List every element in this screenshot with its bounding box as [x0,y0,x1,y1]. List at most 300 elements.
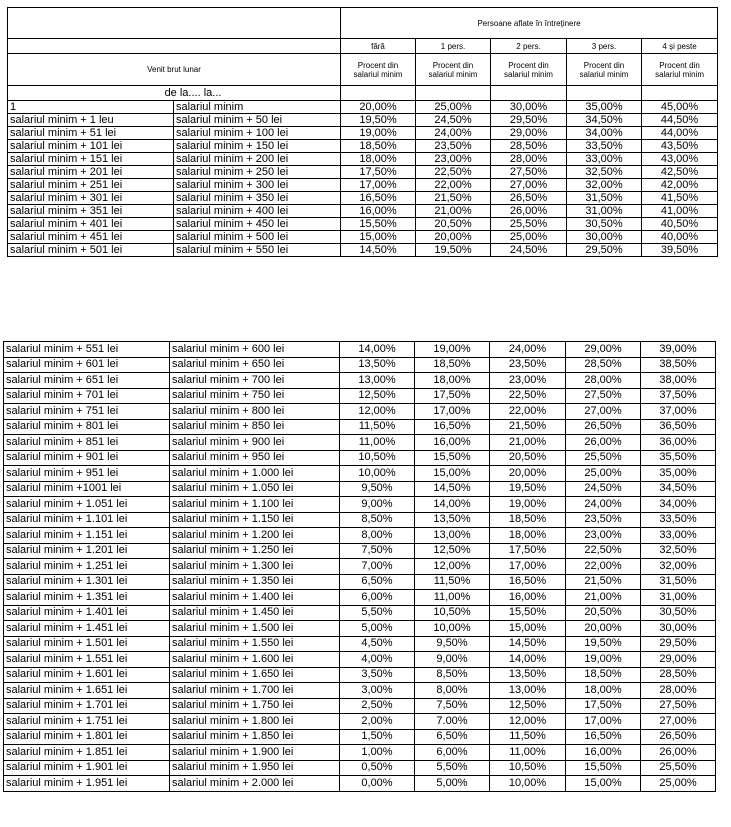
percent-cell: 3,50% [340,667,415,683]
percent-cell: 36,50% [641,419,716,435]
income-from: 1 [8,101,174,114]
percent-cell: 28,50% [641,667,716,683]
income-from: salariul minim + 551 lei [4,342,170,358]
percent-cell: 14,00% [490,652,566,668]
percent-cell: 21,50% [416,192,491,205]
percent-cell: 24,50% [491,244,567,257]
percent-cell: 0,00% [340,776,415,792]
header-blank [416,86,491,101]
percent-cell: 45,00% [642,101,718,114]
income-from: salariul minim +1001 lei [4,481,170,497]
percent-cell: 30,00% [567,231,642,244]
income-from: salariul minim + 1.651 lei [4,683,170,699]
percent-cell: 36,00% [641,435,716,451]
percent-cell: 8,50% [415,667,490,683]
percent-cell: 21,00% [490,435,566,451]
percent-cell: 23,50% [490,357,566,373]
table-row [4,466,716,482]
percent-cell: 19,50% [416,244,491,257]
percent-cell: 15,00% [566,776,641,792]
dependents-group-header: Persoane aflate în întreținere [341,8,718,39]
percent-cell: 15,50% [415,450,490,466]
percent-cell: 19,50% [341,114,416,127]
table-row [4,543,716,559]
table-row [4,497,716,513]
income-from: salariul minim + 1.751 lei [4,714,170,730]
percent-cell: 25,00% [416,101,491,114]
percent-cell: 2,00% [340,714,415,730]
income-from: salariul minim + 1.101 lei [4,512,170,528]
income-from: salariul minim + 1.501 lei [4,636,170,652]
percent-cell: 21,50% [566,574,641,590]
percent-header: Procent din salariul minim [491,54,567,86]
percent-cell: 32,00% [567,179,642,192]
header-blank [567,86,642,101]
table-row [4,512,716,528]
percent-cell: 21,00% [416,205,491,218]
percent-cell: 19,00% [415,342,490,358]
percent-cell: 10,50% [415,605,490,621]
percent-cell: 13,50% [340,357,415,373]
percent-cell: 10,00% [415,621,490,637]
percent-cell: 19,50% [490,481,566,497]
percent-cell: 20,00% [341,101,416,114]
percent-cell: 24,50% [566,481,641,497]
income-to: salariul minim + 1.100 lei [170,497,340,513]
income-from: salariul minim + 1.051 lei [4,497,170,513]
income-to: salariul minim + 1.700 lei [170,683,340,699]
income-from: salariul minim + 1.601 lei [4,667,170,683]
income-to: salariul minim + 1.500 lei [170,621,340,637]
income-to: salariul minim + 950 lei [170,450,340,466]
percent-cell: 16,50% [566,729,641,745]
percent-cell: 35,00% [567,101,642,114]
percent-cell: 43,00% [642,153,718,166]
percent-cell: 37,00% [641,404,716,420]
percent-cell: 8,50% [340,512,415,528]
income-to: salariul minim + 900 lei [170,435,340,451]
percent-cell: 31,50% [641,574,716,590]
percent-cell: 31,00% [567,205,642,218]
percent-cell: 16,50% [341,192,416,205]
percent-cell: 24,00% [566,497,641,513]
table-row [4,636,716,652]
income-from: salariul minim + 951 lei [4,466,170,482]
percent-cell: 42,50% [642,166,718,179]
table-row [4,528,716,544]
header-blank [491,86,567,101]
table-row [4,357,716,373]
table-row [4,760,716,776]
percent-cell: 7,50% [415,698,490,714]
income-from: salariul minim + 101 lei [8,140,174,153]
percent-cell: 32,00% [641,559,716,575]
percent-cell: 11,00% [340,435,415,451]
percent-cell: 27,00% [566,404,641,420]
header-blank [642,86,718,101]
percent-cell: 18,50% [341,140,416,153]
percent-cell: 16,50% [415,419,490,435]
table-row [4,621,716,637]
percent-cell: 25,50% [641,760,716,776]
percent-cell: 28,00% [491,153,567,166]
percent-cell: 16,00% [490,590,566,606]
percent-cell: 17,50% [566,698,641,714]
percent-cell: 16,50% [490,574,566,590]
table-row [4,574,716,590]
percent-cell: 28,50% [566,357,641,373]
percent-header: Procent din salariul minim [642,54,718,86]
income-from: salariul minim + 751 lei [4,404,170,420]
percent-cell: 12,00% [415,559,490,575]
table-row [8,127,718,140]
percent-cell: 12,50% [490,698,566,714]
income-from: salariul minim + 1.851 lei [4,745,170,761]
income-to: salariul minim + 2.000 lei [170,776,340,792]
percent-cell: 15,50% [490,605,566,621]
percent-cell: 10,50% [340,450,415,466]
percent-cell: 21,50% [490,419,566,435]
table-row [4,435,716,451]
percent-cell: 14,00% [415,497,490,513]
percent-cell: 29,00% [566,342,641,358]
percent-header: Procent din salariul minim [416,54,491,86]
percent-cell: 12,00% [490,714,566,730]
table-row [4,605,716,621]
income-from: salariul minim + 701 lei [4,388,170,404]
income-from: salariul minim + 1.251 lei [4,559,170,575]
table-row [4,698,716,714]
table-row [4,667,716,683]
percent-cell: 29,50% [641,636,716,652]
percent-cell: 4,50% [340,636,415,652]
income-to: salariul minim + 350 lei [174,192,341,205]
income-from: salariul minim + 901 lei [4,450,170,466]
percent-cell: 16,00% [415,435,490,451]
percent-cell: 38,50% [641,357,716,373]
income-from: salariul minim + 1.951 lei [4,776,170,792]
percent-cell: 6,00% [415,745,490,761]
income-to: salariul minim + 450 lei [174,218,341,231]
header-blank [8,39,341,54]
income-from: salariul minim + 651 lei [4,373,170,389]
table-row [4,342,716,358]
income-from: salariul minim + 501 lei [8,244,174,257]
income-to: salariul minim + 1.450 lei [170,605,340,621]
percent-cell: 35,50% [641,450,716,466]
percent-cell: 20,50% [490,450,566,466]
col-header-3: 3 pers. [567,39,642,54]
percent-cell: 18,00% [341,153,416,166]
income-from: salariul minim + 301 lei [8,192,174,205]
percent-cell: 10,00% [490,776,566,792]
income-to: salariul minim + 650 lei [170,357,340,373]
income-to: salariul minim + 1.950 lei [170,760,340,776]
percent-cell: 28,50% [491,140,567,153]
header-blank [8,8,341,39]
income-to: salariul minim + 400 lei [174,205,341,218]
percent-cell: 8,00% [415,683,490,699]
percent-cell: 17,00% [341,179,416,192]
percent-cell: 0,50% [340,760,415,776]
percent-cell: 21,00% [566,590,641,606]
percent-cell: 25,00% [491,231,567,244]
percent-cell: 15,50% [341,218,416,231]
income-to: salariul minim + 300 lei [174,179,341,192]
income-to: salariul minim + 1.200 lei [170,528,340,544]
percent-cell: 34,00% [567,127,642,140]
percent-cell: 29,50% [491,114,567,127]
percent-cell: 23,50% [416,140,491,153]
table-row [8,166,718,179]
percent-cell: 34,50% [567,114,642,127]
table-row [4,404,716,420]
table-row [8,218,718,231]
income-to: salariul minim + 550 lei [174,244,341,257]
percent-cell: 26,50% [566,419,641,435]
percent-cell: 29,00% [641,652,716,668]
income-from: salariul minim + 401 lei [8,218,174,231]
table-row [8,140,718,153]
percent-cell: 27,50% [566,388,641,404]
percent-cell: 15,50% [566,760,641,776]
income-from: salariul minim + 251 lei [8,179,174,192]
percent-cell: 25,00% [641,776,716,792]
percent-cell: 18,50% [566,667,641,683]
percent-cell: 18,00% [490,528,566,544]
income-to: salariul minim + 800 lei [170,404,340,420]
percent-cell: 26,50% [641,729,716,745]
percent-cell: 19,50% [566,636,641,652]
percent-cell: 19,00% [490,497,566,513]
income-to: salariul minim + 150 lei [174,140,341,153]
range-header: de la.... la... [8,86,341,101]
percent-cell: 1,50% [340,729,415,745]
percent-cell: 22,50% [416,166,491,179]
income-from: salariul minim + 1 leu [8,114,174,127]
percent-cell: 24,00% [490,342,566,358]
table-row [4,776,716,792]
percent-cell: 33,00% [641,528,716,544]
percent-cell: 28,00% [566,373,641,389]
percent-cell: 17,00% [415,404,490,420]
percent-cell: 37,50% [641,388,716,404]
table-row [4,419,716,435]
percent-cell: 13,00% [415,528,490,544]
percent-cell: 42,00% [642,179,718,192]
income-to: salariul minim + 1.550 lei [170,636,340,652]
income-to: salariul minim + 1.050 lei [170,481,340,497]
income-from: salariul minim + 1.151 lei [4,528,170,544]
percent-cell: 3,00% [340,683,415,699]
table-row [4,373,716,389]
percent-cell: 10,00% [340,466,415,482]
table-row [4,590,716,606]
percent-cell: 11,00% [415,590,490,606]
percent-cell: 41,00% [642,205,718,218]
deduction-table-part1 [7,7,718,257]
percent-cell: 11,50% [340,419,415,435]
deduction-table-part2 [3,341,716,792]
percent-cell: 44,00% [642,127,718,140]
table-row [8,101,718,114]
percent-cell: 20,00% [490,466,566,482]
percent-cell: 18,00% [566,683,641,699]
percent-cell: 35,00% [641,466,716,482]
percent-cell: 33,00% [567,153,642,166]
percent-cell: 33,50% [567,140,642,153]
percent-cell: 13,50% [490,667,566,683]
percent-cell: 11,50% [490,729,566,745]
percent-cell: 9,50% [415,636,490,652]
percent-cell: 29,50% [567,244,642,257]
percent-cell: 12,50% [340,388,415,404]
income-to: salariul minim + 50 lei [174,114,341,127]
income-to: salariul minim + 1.300 lei [170,559,340,575]
income-from: salariul minim + 1.701 lei [4,698,170,714]
percent-cell: 25,00% [566,466,641,482]
percent-cell: 15,00% [341,231,416,244]
percent-cell: 24,00% [416,127,491,140]
percent-cell: 6,50% [340,574,415,590]
col-header-2: 2 pers. [491,39,567,54]
percent-cell: 5,50% [340,605,415,621]
percent-cell: 12,50% [415,543,490,559]
percent-cell: 15,00% [415,466,490,482]
percent-cell: 23,00% [416,153,491,166]
income-from: salariul minim + 351 lei [8,205,174,218]
percent-cell: 9,50% [340,481,415,497]
percent-cell: 27,00% [641,714,716,730]
income-from: salariul minim + 801 lei [4,419,170,435]
percent-cell: 9,00% [340,497,415,513]
percent-cell: 13,00% [340,373,415,389]
income-from: salariul minim + 1.901 lei [4,760,170,776]
percent-cell: 40,00% [642,231,718,244]
percent-cell: 10,50% [490,760,566,776]
income-to: salariul minim + 850 lei [170,419,340,435]
percent-cell: 38,00% [641,373,716,389]
percent-header: Procent din salariul minim [341,54,416,86]
percent-cell: 30,00% [491,101,567,114]
percent-cell: 40,50% [642,218,718,231]
percent-cell: 9,00% [415,652,490,668]
income-from: salariul minim + 1.351 lei [4,590,170,606]
percent-cell: 23,50% [566,512,641,528]
percent-cell: 26,50% [491,192,567,205]
percent-cell: 17,00% [490,559,566,575]
percent-cell: 22,00% [490,404,566,420]
income-from: salariul minim + 451 lei [8,231,174,244]
percent-cell: 25,50% [566,450,641,466]
percent-cell: 13,50% [415,512,490,528]
percent-cell: 16,00% [341,205,416,218]
percent-cell: 2,50% [340,698,415,714]
income-from: salariul minim + 1.801 lei [4,729,170,745]
percent-cell: 41,50% [642,192,718,205]
percent-cell: 5,00% [340,621,415,637]
percent-cell: 20,00% [566,621,641,637]
table-row [4,729,716,745]
percent-cell: 17,50% [490,543,566,559]
percent-cell: 18,50% [490,512,566,528]
percent-cell: 28,00% [641,683,716,699]
table-row [8,192,718,205]
percent-cell: 18,50% [415,357,490,373]
table-row [8,231,718,244]
percent-cell: 27,50% [491,166,567,179]
income-to: salariul minim + 1.350 lei [170,574,340,590]
percent-cell: 8,00% [340,528,415,544]
table-row [8,114,718,127]
percent-cell: 30,50% [641,605,716,621]
income-from: salariul minim + 201 lei [8,166,174,179]
percent-cell: 32,50% [641,543,716,559]
percent-cell: 29,00% [491,127,567,140]
percent-cell: 17,50% [341,166,416,179]
percent-cell: 25,50% [491,218,567,231]
percent-cell: 17,50% [415,388,490,404]
income-to: salariul minim + 500 lei [174,231,341,244]
table-row [4,450,716,466]
percent-cell: 22,50% [490,388,566,404]
income-from: salariul minim + 1.301 lei [4,574,170,590]
percent-cell: 23,00% [490,373,566,389]
table-row [8,244,718,257]
income-from: salariul minim + 851 lei [4,435,170,451]
percent-cell: 4,00% [340,652,415,668]
percent-cell: 24,50% [416,114,491,127]
col-header-0: fără [341,39,416,54]
table-row [4,559,716,575]
table-row [8,179,718,192]
income-from: salariul minim + 1.551 lei [4,652,170,668]
income-to: salariul minim + 1.800 lei [170,714,340,730]
table-row [4,481,716,497]
income-to: salariul minim + 1.650 lei [170,667,340,683]
percent-cell: 43,50% [642,140,718,153]
table-row [4,683,716,699]
income-to: salariul minim + 1.600 lei [170,652,340,668]
percent-cell: 7.00% [415,714,490,730]
percent-cell: 32,50% [567,166,642,179]
percent-cell: 19,00% [341,127,416,140]
table-row [8,153,718,166]
income-to: salariul minim + 250 lei [174,166,341,179]
income-from: salariul minim + 51 lei [8,127,174,140]
percent-cell: 26,00% [566,435,641,451]
income-from: salariul minim + 1.201 lei [4,543,170,559]
percent-cell: 6,00% [340,590,415,606]
percent-cell: 14,50% [415,481,490,497]
income-to: salariul minim + 1.900 lei [170,745,340,761]
income-from: salariul minim + 1.451 lei [4,621,170,637]
percent-cell: 17,00% [566,714,641,730]
percent-cell: 18,00% [415,373,490,389]
percent-cell: 11,00% [490,745,566,761]
percent-cell: 12,00% [340,404,415,420]
percent-cell: 20,50% [566,605,641,621]
percent-cell: 15,00% [490,621,566,637]
income-to: salariul minim + 600 lei [170,342,340,358]
percent-cell: 22,00% [566,559,641,575]
percent-cell: 31,50% [567,192,642,205]
income-to: salariul minim + 100 lei [174,127,341,140]
percent-cell: 14,50% [490,636,566,652]
percent-cell: 39,50% [642,244,718,257]
percent-cell: 14,50% [341,244,416,257]
table-row [4,652,716,668]
